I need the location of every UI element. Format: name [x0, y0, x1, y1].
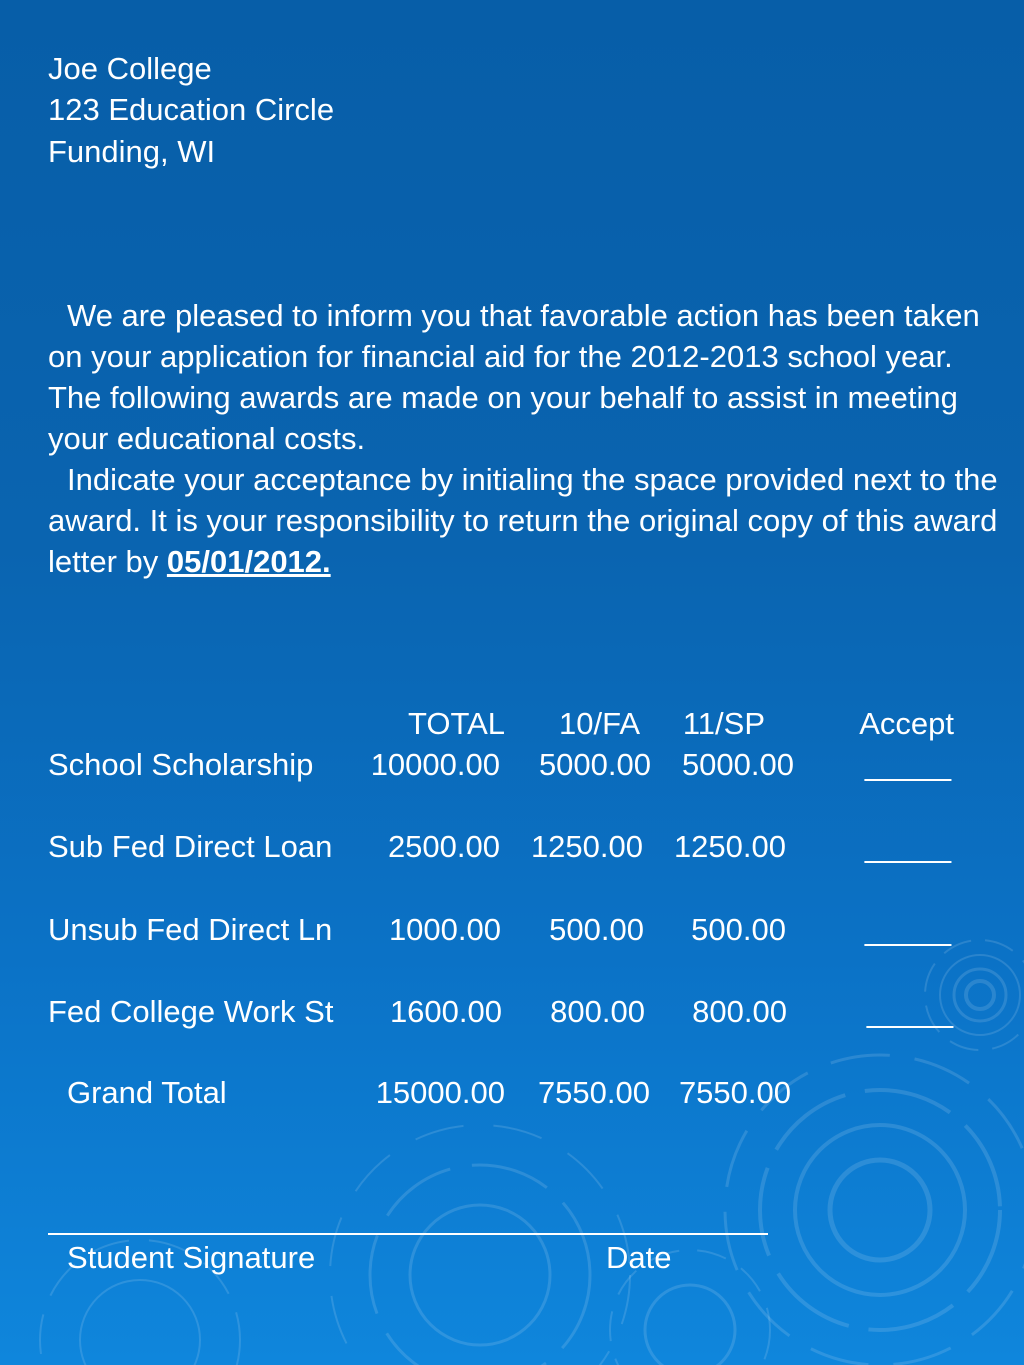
letter-paragraph-2 [48, 459, 1003, 582]
date-label: Date [606, 1240, 672, 1275]
grand-total-fall: 7550.00 [537, 1075, 650, 1110]
award-spring: 1250.00 [673, 829, 786, 864]
award-fall: 800.00 [550, 994, 645, 1029]
award-total: 1000.00 [388, 912, 501, 947]
accept-initial-blank: _____ [864, 747, 952, 782]
award-spring: 800.00 [692, 994, 787, 1029]
award-name: Unsub Fed Direct Ln [48, 912, 333, 947]
letter-paragraph-2-text: Indicate your acceptance by initialing the space provided next to the award. It is your responsibility to return the original copy of this award letter by [48, 462, 998, 579]
award-name: Fed College Work St [48, 994, 334, 1029]
sender-city-state: Funding, WI [48, 134, 216, 169]
award-total: 2500.00 [387, 829, 500, 864]
sender-street: 123 Education Circle [48, 92, 335, 127]
award-fall: 5000.00 [538, 747, 651, 782]
letter-paragraph-1: We are pleased to inform you that favorable action has been taken on your application for financial aid for the 2012-2013 school year. The following awards are made on your behalf to assist in meeting your educational costs. [48, 298, 980, 456]
accept-initial-blank: _____ [866, 994, 954, 1029]
grand-total-spring: 7550.00 [678, 1075, 791, 1110]
grand-total-total: 15000.00 [375, 1075, 505, 1110]
award-spring: 500.00 [691, 912, 786, 947]
signature-line [48, 1233, 768, 1235]
return-deadline: 05/01/2012. [166, 544, 331, 579]
award-name: School Scholarship [48, 747, 314, 782]
accept-initial-blank: _____ [864, 912, 952, 947]
award-total: 10000.00 [370, 747, 500, 782]
grand-total-label: Grand Total [67, 1075, 227, 1110]
sender-name: Joe College [48, 51, 212, 86]
student-signature-label: Student Signature [67, 1240, 316, 1275]
award-fall: 1250.00 [530, 829, 643, 864]
accept-initial-blank: _____ [864, 829, 952, 864]
award-spring: 5000.00 [681, 747, 794, 782]
header-spring: 11/SP [682, 706, 765, 741]
award-fall: 500.00 [549, 912, 644, 947]
award-total: 1600.00 [389, 994, 502, 1029]
header-accept: Accept [859, 706, 954, 741]
award-name: Sub Fed Direct Loan [48, 829, 333, 864]
header-fall: 10/FA [559, 706, 640, 741]
header-total: TOTAL [407, 706, 505, 741]
